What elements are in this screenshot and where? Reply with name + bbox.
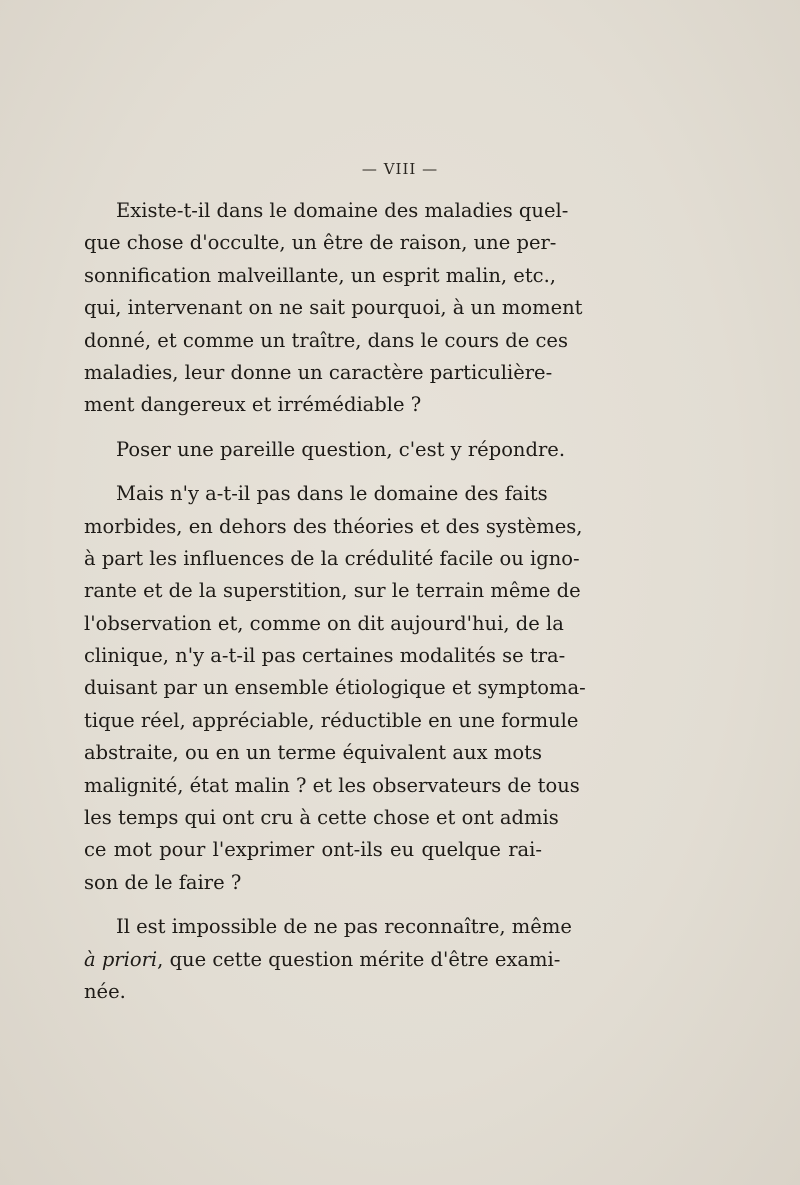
text-line: duisant par un ensemble étiologique et symptoma- <box>84 676 586 700</box>
text-line: ment dangereux et irrémédiable ? <box>84 393 422 417</box>
text-segment: Il est impossible de ne pas reconnaître, même <box>116 915 572 939</box>
text-segment: née. <box>84 979 126 1003</box>
text-line: les temps qui ont cru à cette chose et ont admis <box>84 806 559 830</box>
text-line: rante et de la superstition, sur le terrain même de <box>84 579 581 603</box>
paragraph-4 <box>84 911 572 1008</box>
text-line: clinique, n'y a-t-il pas certaines modalités se tra- <box>84 644 566 668</box>
text-line: tique réel, appréciable, réductible en une formule <box>84 708 579 732</box>
text-line: Mais n'y a-t-il pas dans le domaine des faits <box>116 482 548 506</box>
body-text <box>84 195 586 1008</box>
page-number-header: — VIII — <box>361 160 439 178</box>
paragraph-1 <box>84 195 583 422</box>
text-line: son de le faire ? <box>84 870 242 894</box>
text-line: à part les influences de la crédulité facile ou igno- <box>84 546 580 570</box>
text-line: Poser une pareille question, c'est y répondre. <box>116 437 566 461</box>
text-line: l'observation et, comme on dit aujourd'hui, de la <box>84 611 564 635</box>
text-line: donné, et comme un traître, dans le cours de ces <box>84 328 568 352</box>
italic-phrase: à priori <box>84 947 158 971</box>
text-line: malignité, état malin ? et les observateurs de tous <box>84 773 580 797</box>
text-segment: , que cette question mérite d'être exami- <box>157 947 561 971</box>
text-line: morbides, en dehors des théories et des systèmes, <box>84 514 583 538</box>
text-line <box>84 976 542 1008</box>
paragraph-2 <box>84 434 566 466</box>
text-line <box>84 944 561 976</box>
text-line: maladies, leur donne un caractère particulière- <box>84 360 553 384</box>
text-line: sonnification malveillante, un esprit malin, etc., <box>84 263 556 287</box>
text-line: que chose d'occulte, un être de raison, une per- <box>84 231 557 255</box>
text-line: abstraite, ou en un terme équivalent aux mots <box>84 741 542 765</box>
text-line <box>84 911 572 943</box>
text-line: Existe-t-il dans le domaine des maladies quel- <box>116 199 569 222</box>
paragraph-3 <box>84 478 586 899</box>
text-line: ce mot pour l'exprimer ont-ils eu quelque rai- <box>84 838 542 862</box>
text-line: qui, intervenant on ne sait pourquoi, à un moment <box>84 296 583 320</box>
